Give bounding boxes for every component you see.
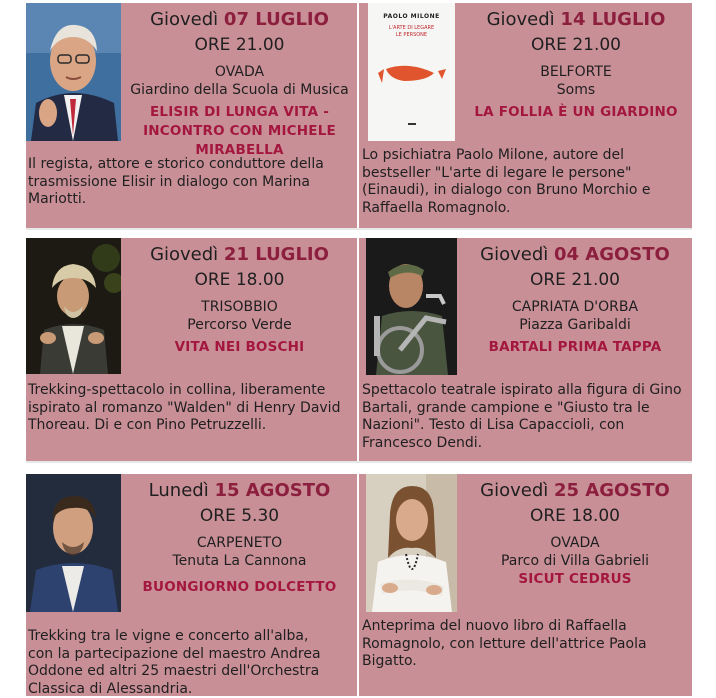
event-place: CARPENETO bbox=[196, 535, 283, 551]
event-description bbox=[362, 147, 692, 217]
description-line: Nazioni". Testo di Lisa Capaccioli, con bbox=[362, 417, 625, 433]
event-title-line: LA FOLLIA È UN GIARDINO bbox=[474, 104, 678, 120]
description-line: Bigatto. bbox=[362, 653, 417, 669]
description-line: Spettacolo teatrale ispirato alla figura di Gino bbox=[362, 382, 682, 398]
event-title-line: BUONGIORNO DOLCETTO bbox=[142, 579, 337, 595]
description-line: trasmissione Elisir in dialogo con Marina bbox=[28, 173, 310, 190]
event-date: 21 LUGLIO bbox=[223, 244, 329, 265]
event-day: Giovedì bbox=[486, 9, 555, 30]
event-venue: Piazza Garibaldi bbox=[519, 317, 631, 333]
description-line: Romagnolo, con letture dell'attrice Paola bbox=[362, 635, 647, 652]
event-title-line: VITA NEI BOSCHI bbox=[174, 339, 305, 355]
event-time: ORE 18.00 bbox=[194, 270, 285, 290]
portrait-man-suit-icon bbox=[26, 474, 121, 612]
row-separator bbox=[26, 228, 692, 230]
book-cover-illustration-icon bbox=[368, 3, 455, 141]
event-venue: Soms bbox=[556, 82, 596, 98]
event-place: TRISOBBIO bbox=[201, 299, 278, 315]
event-photo bbox=[26, 474, 121, 612]
event-title bbox=[122, 578, 357, 597]
description-line: ispirato al romanzo "Walden" di Henry David bbox=[28, 399, 341, 416]
portrait-man-glasses-icon bbox=[26, 3, 121, 141]
event-date: 07 LUGLIO bbox=[223, 9, 329, 30]
row-separator bbox=[26, 461, 692, 463]
event-description bbox=[28, 156, 358, 209]
event-description bbox=[28, 382, 358, 435]
book-title bbox=[368, 25, 455, 39]
event-time: ORE 18.00 bbox=[529, 506, 620, 526]
actor-with-bicycle-icon bbox=[366, 238, 457, 375]
event-date: 04 AGOSTO bbox=[553, 244, 670, 265]
event-description bbox=[362, 382, 692, 452]
event-place: CAPRIATA D'ORBA bbox=[511, 299, 639, 315]
event-day: Giovedì bbox=[150, 9, 219, 30]
event-day: Giovedì bbox=[480, 244, 549, 265]
book-title-line: LE PERSONE bbox=[395, 32, 428, 38]
event-place: BELFORTE bbox=[540, 64, 612, 80]
description-line: Il regista, attore e storico conduttore della bbox=[28, 156, 324, 172]
event-date: 25 AGOSTO bbox=[553, 480, 670, 501]
event-info bbox=[458, 479, 692, 589]
event-venue: Parco di Villa Gabrieli bbox=[500, 553, 650, 569]
event-title-line: INCONTRO CON MICHELE bbox=[143, 123, 336, 139]
event-place: OVADA bbox=[214, 64, 265, 80]
event-title-line: ELISIR DI LUNGA VITA - bbox=[149, 104, 329, 120]
event-day: Lunedì bbox=[148, 480, 209, 501]
event-description bbox=[362, 618, 692, 671]
event-title-line: SICUT CEDRUS bbox=[518, 571, 632, 587]
description-line: Trekking-spettacolo in collina, liberamente bbox=[28, 382, 326, 398]
description-line: Bartali, grande campione e "Giusto tra le bbox=[362, 399, 650, 416]
description-line: Francesco Dendi. bbox=[362, 434, 483, 451]
event-info bbox=[122, 479, 357, 597]
book-cover bbox=[368, 3, 455, 141]
description-line: Lo psichiatra Paolo Milone, autore del bbox=[362, 147, 625, 163]
portrait-woman-white-icon bbox=[366, 474, 457, 612]
actor-on-stage-icon bbox=[26, 238, 121, 374]
event-time: ORE 5.30 bbox=[199, 506, 280, 526]
description-line: (Einaudi), in dialogo con Bruno Morchio e bbox=[362, 182, 651, 198]
event-date: 14 LUGLIO bbox=[560, 9, 666, 30]
book-author: PAOLO MILONE bbox=[383, 13, 440, 20]
event-day: Giovedì bbox=[150, 244, 219, 265]
event-title bbox=[460, 103, 692, 122]
description-line: con la partecipazione del maestro Andrea bbox=[28, 645, 321, 662]
event-venue: Percorso Verde bbox=[187, 317, 292, 333]
event-title bbox=[458, 338, 692, 357]
event-time: ORE 21.00 bbox=[529, 270, 620, 290]
description-line: bestseller "L'arte di legare le persone" bbox=[362, 164, 632, 181]
event-title bbox=[458, 570, 692, 589]
description-line: Classica di Alessandria. bbox=[28, 680, 193, 697]
event-day: Giovedì bbox=[480, 480, 549, 501]
description-line: Mariotti. bbox=[28, 191, 87, 207]
event-photo bbox=[366, 238, 457, 375]
event-time: ORE 21.00 bbox=[194, 35, 285, 55]
description-line: Oddone ed altri 25 maestri dell'Orchestra bbox=[28, 663, 320, 679]
description-line: Raffaella Romagnolo. bbox=[362, 199, 511, 216]
book-title-line: L'ARTE DI LEGARE bbox=[388, 25, 435, 31]
event-title bbox=[122, 103, 357, 160]
event-photo bbox=[26, 238, 121, 374]
event-info bbox=[458, 243, 692, 357]
description-line: Anteprima del nuovo libro di Raffaella bbox=[362, 618, 627, 634]
event-photo bbox=[26, 3, 121, 141]
event-title-line: BARTALI PRIMA TAPPA bbox=[488, 339, 662, 355]
event-info bbox=[122, 243, 357, 357]
event-photo bbox=[366, 474, 457, 612]
description-line: Thoreau. Di e con Pino Petruzzelli. bbox=[28, 417, 267, 433]
event-place: OVADA bbox=[550, 535, 600, 551]
event-venue: Tenuta La Cannona bbox=[172, 553, 307, 569]
event-info bbox=[122, 8, 357, 160]
event-time: ORE 21.00 bbox=[530, 35, 621, 55]
event-title-line: MIRABELLA bbox=[195, 142, 284, 158]
description-line: Trekking tra le vigne e concerto all'alba, bbox=[28, 628, 309, 644]
event-venue: Giardino della Scuola di Musica bbox=[130, 82, 349, 98]
event-info bbox=[460, 8, 692, 122]
event-description bbox=[28, 628, 358, 698]
event-title bbox=[122, 338, 357, 357]
event-date: 15 AGOSTO bbox=[214, 480, 331, 501]
